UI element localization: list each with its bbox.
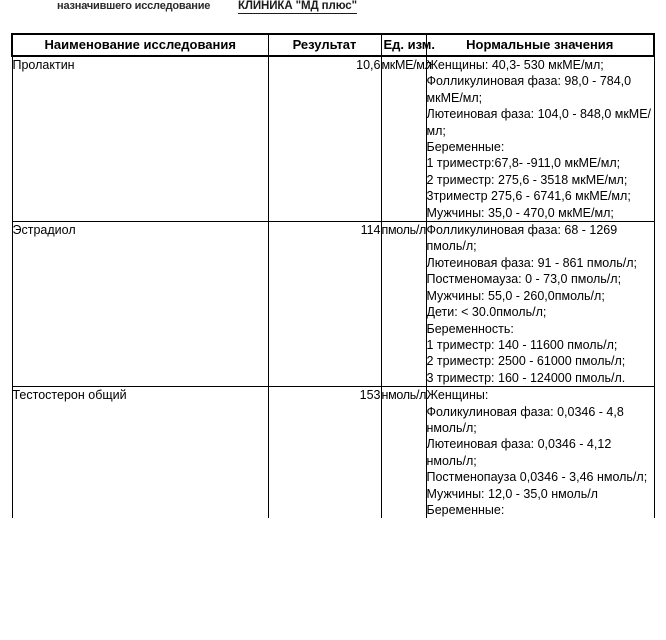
reference-line: Постменопауза 0,0346 - 3,46 нмоль/л; <box>426 470 648 485</box>
reference-line: Лютеиновая фаза: 0,0346 - 4,12 нмоль/л; <box>426 437 615 468</box>
table-header-row <box>12 34 654 56</box>
cell-reference-values <box>426 387 654 519</box>
reference-line: Дети: < 30.0пмоль/л; <box>426 305 547 320</box>
column-header-reference: Нормальные значения <box>426 34 654 56</box>
reference-line: Мужчины: 12,0 - 35,0 нмоль/л <box>426 486 598 501</box>
reference-line: Беременные: <box>426 502 505 517</box>
reference-line: Фоликулиновая фаза: 0,0346 - 4,8 нмоль/л; <box>426 404 628 435</box>
cell-test-name: Эстрадиол <box>12 222 268 387</box>
reference-line: Лютеиновая фаза: 104,0 - 848,0 мкМЕ/мл; <box>426 107 652 138</box>
reference-line: 1 триместр: 140 - 11600 пмоль/л; <box>426 337 618 352</box>
table-body <box>12 56 654 518</box>
reference-line: Женщины: 40,3- 530 мкМЕ/мл; <box>426 58 604 72</box>
header-clinic-name: КЛИНИКА "МД плюс" <box>238 0 357 12</box>
column-header-test-name: Наименование исследования <box>12 34 268 56</box>
cell-test-name: Пролактин <box>12 56 268 222</box>
cell-units: пмоль/л <box>381 222 426 387</box>
column-header-units: Ед. изм. <box>381 34 426 56</box>
reference-line: Постменомауза: 0 - 73,0 пмоль/л; <box>426 272 622 287</box>
cell-test-name: Тестостерон общий <box>12 387 268 519</box>
cell-units: мкМЕ/мл <box>381 56 426 222</box>
lab-results-table <box>11 33 655 518</box>
reference-line: Фолликулиновая фаза: 68 - 1269 пмоль/л; <box>426 223 621 254</box>
reference-line: Мужчины: 35,0 - 470,0 мкМЕ/мл; <box>426 205 614 220</box>
reference-line: 1 триместр:67,8- -911,0 мкМЕ/мл; <box>426 156 621 171</box>
reference-line: Беременные: <box>426 140 505 155</box>
cell-reference-values <box>426 56 654 222</box>
reference-line: Беременность: <box>426 321 514 336</box>
reference-line: 2 триместр: 2500 - 61000 пмоль/л; <box>426 354 626 369</box>
header-referring-doctor-label: назначившего исследование <box>57 0 211 12</box>
cell-result-value: 10,6 <box>268 56 381 222</box>
reference-line: 3 триместр: 160 - 124000 пмоль/л. <box>426 370 626 385</box>
column-header-result: Результат <box>268 34 381 56</box>
reference-line: 3триместр 275,6 - 6741,6 мкМЕ/мл; <box>426 189 631 204</box>
reference-line: Лютеиновая фаза: 91 - 861 пмоль/л; <box>426 255 638 270</box>
cell-units: нмоль/л <box>381 387 426 519</box>
cell-result-value: 153 <box>268 387 381 519</box>
document-header <box>0 0 666 22</box>
cell-reference-values <box>426 222 654 387</box>
reference-line: 2 триместр: 275,6 - 3518 мкМЕ/мл; <box>426 172 628 187</box>
table-row <box>12 387 654 519</box>
reference-line: Женщины: <box>426 388 489 403</box>
table-row <box>12 56 654 222</box>
reference-line: Мужчины: 55,0 - 260,0пмоль/л; <box>426 288 605 303</box>
cell-result-value: 114 <box>268 222 381 387</box>
reference-line: Фолликулиновая фаза: 98,0 - 784,0 мкМЕ/мл; <box>426 74 635 105</box>
table-row <box>12 222 654 387</box>
